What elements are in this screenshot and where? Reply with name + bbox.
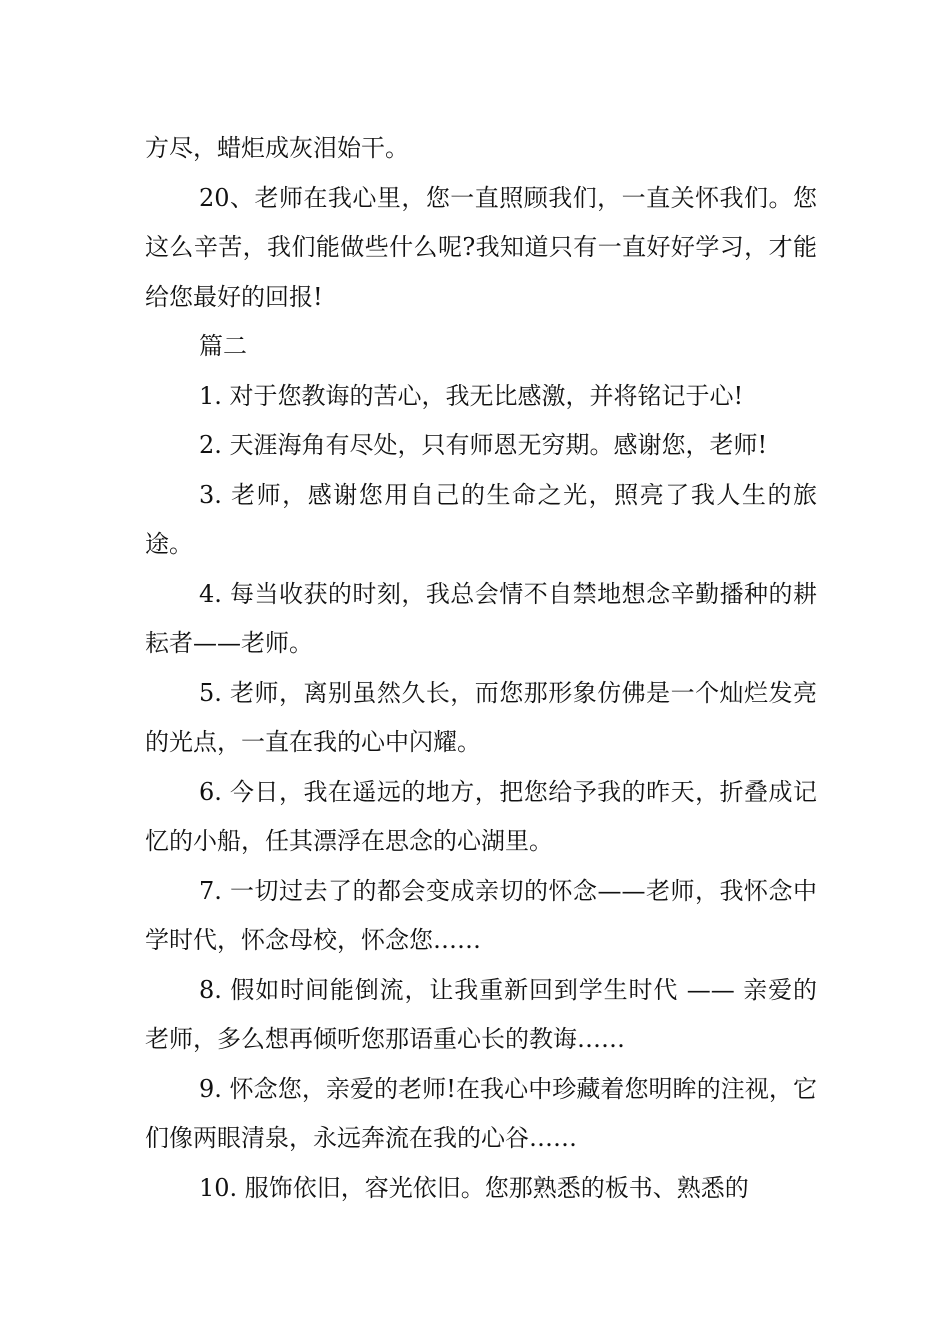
paragraph-item-2: 2. 天涯海角有尽处，只有师恩无穷期。感谢您，老师! bbox=[199, 431, 768, 459]
paragraph-item-10: 10. 服饰依旧，容光依旧。您那熟悉的板书、熟悉的 bbox=[199, 1173, 749, 1202]
paragraph-item-20: 20、老师在我心里，您一直照顾我们，一直关怀我们。您这么辛苦，我们能做些什么呢?我知道只有一直好好学习，才能给您最好的回报! bbox=[145, 183, 817, 311]
paragraph-item-6: 6. 今日，我在遥远的地方，把您给予我的昨天，折叠成记忆的小船，任其漂浮在思念的心湖里。 bbox=[145, 777, 817, 855]
paragraph-item-4: 4. 每当收获的时刻，我总会情不自禁地想念辛勤播种的耕耘者——老师。 bbox=[145, 579, 817, 657]
paragraph-item-1: 1. 对于您教诲的苦心，我无比感激，并将铭记于心! bbox=[199, 381, 744, 410]
section-heading: 篇二 bbox=[199, 332, 247, 360]
paragraph-item-7: 7. 一切过去了的都会变成亲切的怀念——老师，我怀念中学时代，怀念母校，怀念您…… bbox=[145, 876, 817, 954]
paragraph-item-9: 9. 怀念您，亲爱的老师!在我心中珍藏着您明眸的注视，它们像两眼清泉，永远奔流在我的心谷…… bbox=[145, 1074, 817, 1152]
document-body bbox=[145, 124, 817, 1213]
paragraph-item-8: 8. 假如时间能倒流，让我重新回到学生时代 —— 亲爱的老师，多么想再倾听您那语重心长的教诲…… bbox=[145, 975, 817, 1053]
paragraph-item-3: 3. 老师，感谢您用自己的生命之光，照亮了我人生的旅途。 bbox=[145, 480, 817, 558]
paragraph-item-5: 5. 老师，离别虽然久长，而您那形象仿佛是一个灿烂发亮的光点，一直在我的心中闪耀。 bbox=[145, 678, 817, 756]
paragraph-continuation: 方尽，蜡炬成灰泪始干。 bbox=[145, 134, 409, 162]
